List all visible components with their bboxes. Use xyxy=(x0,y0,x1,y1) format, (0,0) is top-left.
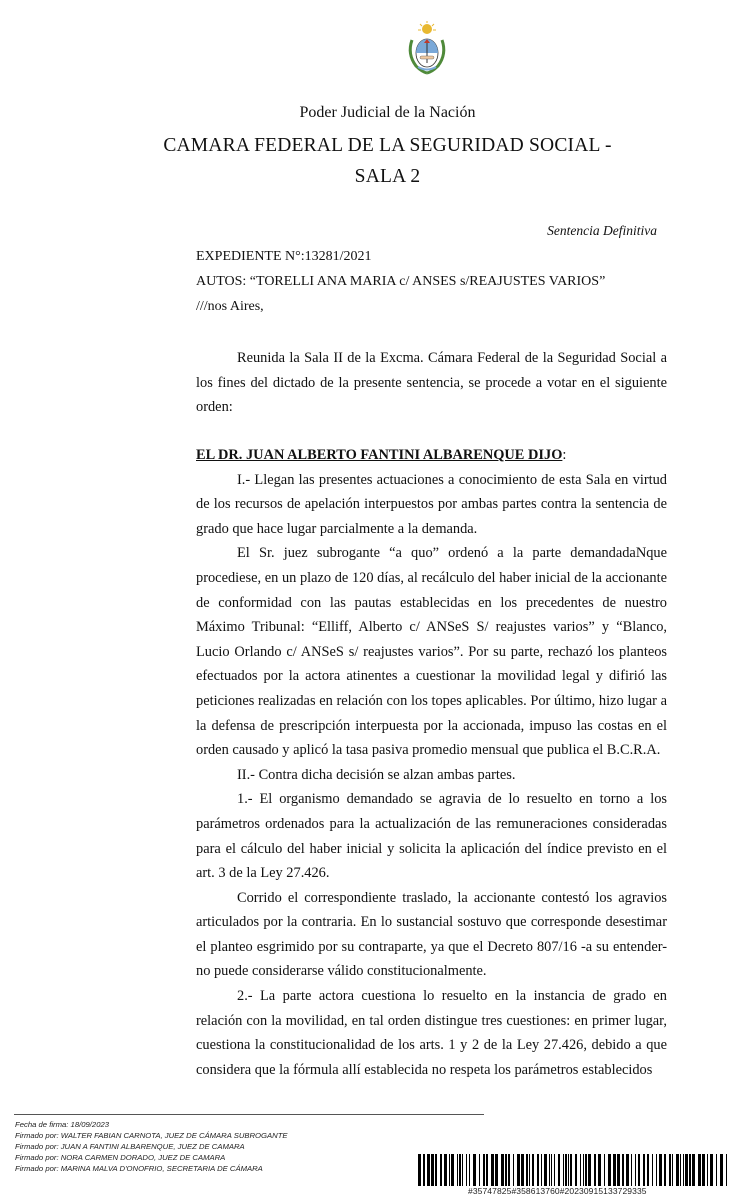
place-line: ///nos Aires, xyxy=(196,299,264,314)
signature-line: Firmado por: MARINA MALVA D'ONOFRIO, SECRETARIA DE CÁMARA xyxy=(15,1164,263,1173)
barcode-bar xyxy=(440,1154,442,1186)
barcode-number: #35747825#358613760#20230915133729335 xyxy=(468,1186,647,1196)
barcode-bar xyxy=(585,1154,587,1186)
barcode-bar xyxy=(680,1154,681,1186)
barcode-bar xyxy=(652,1154,653,1186)
barcode-bar xyxy=(418,1154,421,1186)
intro-paragraph xyxy=(196,346,667,420)
barcode-bar xyxy=(457,1154,458,1186)
chamber-title xyxy=(17,130,741,192)
barcode-bar xyxy=(622,1154,624,1186)
coat-of-arms-icon xyxy=(404,20,450,76)
barcode-bar xyxy=(427,1154,430,1186)
barcode-bar xyxy=(594,1154,596,1186)
barcode-bar xyxy=(672,1154,673,1186)
barcode-bar xyxy=(513,1154,514,1186)
barcode-bar xyxy=(469,1154,470,1186)
barcode-bar xyxy=(444,1154,447,1186)
judgment-body xyxy=(196,443,667,1082)
barcode-bar xyxy=(638,1154,640,1186)
barcode-bar xyxy=(451,1154,454,1186)
paragraph-3: II.- Contra dicha decisión se alzan ambas partes. xyxy=(237,766,516,783)
barcode-bar xyxy=(541,1154,542,1186)
barcode-bar xyxy=(659,1154,662,1186)
paragraph-5: Corrido el correspondiente traslado, la accionante contestó los agravios articulados por la contraria. En lo sustancial sostuvo que corresponde desestimar el planteo esgrimido por su contraparte, ya que el Decreto 807/16 -a su entender- no puede considerarse válido constitucionalmente. xyxy=(196,889,667,980)
barcode-bar xyxy=(598,1154,601,1186)
signature-date: Fecha de firma: 18/09/2023 xyxy=(15,1120,110,1129)
paragraph-6: 2.- La parte actora cuestiona lo resuelto en la instancia de grado en relación con la movilidad, en tal orden distingue tres cuestiones: en primer lugar, cuestiona la constitucionalidad de los arts. 1 y 2 de la Ley 27.426, debido a que considera que la fórmula allí establecida no respeta los parámetros establecidos xyxy=(196,988,667,1078)
barcode-bar xyxy=(551,1154,552,1186)
barcode-bar xyxy=(685,1154,688,1186)
barcode-bar xyxy=(423,1154,425,1186)
barcode-bar xyxy=(462,1154,463,1186)
barcode-bar xyxy=(501,1154,504,1186)
barcode-bar xyxy=(459,1154,461,1186)
barcode-bar xyxy=(720,1154,723,1186)
barcode-bar xyxy=(635,1154,636,1186)
court-name: Poder Judicial de la Nación xyxy=(299,104,476,121)
barcode-bar xyxy=(669,1154,671,1186)
paragraph-4: 1.- El organismo demandado se agravia de lo resuelto en torno a los parámetros ordenados para la actualización de las remuneraciones consideradas para el cálculo del haber inicial y solicita la aplicación del índice previsto en el art. 3 de la Ley 27.426. xyxy=(196,791,667,882)
barcode-bar xyxy=(707,1154,708,1186)
barcode-bar xyxy=(631,1154,632,1186)
case-caption: AUTOS: “TORELLI ANA MARIA c/ ANSES s/REAJUSTES VARIOS” xyxy=(196,274,606,289)
barcode-bar xyxy=(710,1154,713,1186)
barcode-bar xyxy=(664,1154,666,1186)
barcode-bar xyxy=(505,1154,507,1186)
paragraph-1: I.- Llegan las presentes actuaciones a conocimiento de esta Sala en virtud de los recursos de apelación interpuestos por ambas partes contra la sentencia de grado que hace lugar parcialmente a la demanda. xyxy=(196,471,667,537)
barcode-bar xyxy=(532,1154,534,1186)
barcode-bar xyxy=(656,1154,657,1186)
barcode-bar xyxy=(565,1154,567,1186)
barcode-bar xyxy=(521,1154,524,1186)
barcode-bar xyxy=(726,1154,727,1186)
barcode-bar xyxy=(647,1154,649,1186)
signature-line: Firmado por: NORA CARMEN DORADO, JUEZ DE CAMARA xyxy=(15,1153,226,1162)
barcode-bar xyxy=(558,1154,560,1186)
barcode-bar xyxy=(529,1154,530,1186)
barcode-bar xyxy=(526,1154,528,1186)
barcode-bar xyxy=(491,1154,494,1186)
barcode-bar xyxy=(583,1154,584,1186)
paragraph-2: El Sr. juez subrogante “a quo” ordenó a la parte demandadaNque procediese, en un plazo de 120 días, al recálculo del haber inicial de la accionante de conformidad con las pautas establecidas en los precedentes de nuestro Máximo Tribunal: “Elliff, Alberto c/ ANSeS S/ reajustes varios” y “Blanco, Lucio Orlando c/ ANSeS s/ reajustes varios”. Por su parte, rechazó los planteos efectuados por la actora atinentes a cuestionar la movilidad legal y difirió las peticiones realizadas en relación con los topes aplicables. Por último, hizo lugar a la defensa de prescripción interpuesta por la accionada, impuso las costas en el orden causado y aplicó la tasa pasiva promedio mensual que publica el B.C.R.A. xyxy=(196,545,667,759)
barcode-bar xyxy=(554,1154,555,1186)
barcode-bar xyxy=(608,1154,611,1186)
barcode-bar xyxy=(626,1154,629,1186)
intro-text: Reunida la Sala II de la Excma. Cámara Federal de la Seguridad Social a los fines del dictado de la presente sentencia, se procede a votar en el siguiente orden: xyxy=(196,350,667,416)
barcode-bar xyxy=(483,1154,485,1186)
barcode-bar xyxy=(549,1154,550,1186)
barcode-bar xyxy=(449,1154,450,1186)
barcode-bar xyxy=(517,1154,520,1186)
document-type: Sentencia Definitiva xyxy=(547,223,657,238)
voter-heading xyxy=(196,443,667,468)
barcode-bar xyxy=(431,1154,434,1186)
chamber-title-line1: CAMARA FEDERAL DE LA SEGURIDAD SOCIAL - xyxy=(163,135,612,156)
barcode-bar xyxy=(508,1154,510,1186)
barcode-bar xyxy=(486,1154,488,1186)
barcode-bar xyxy=(604,1154,605,1186)
signature-block xyxy=(15,1119,288,1174)
barcode-bar xyxy=(689,1154,691,1186)
barcode-bar xyxy=(495,1154,498,1186)
voter-name: EL DR. JUAN ALBERTO FANTINI ALBARENQUE DIJO xyxy=(196,447,563,463)
barcode-bar xyxy=(473,1154,476,1186)
barcode-bar xyxy=(676,1154,679,1186)
barcode-bar xyxy=(702,1154,705,1186)
barcode-bar xyxy=(683,1154,684,1186)
barcode-bar xyxy=(617,1154,620,1186)
expediente-number: EXPEDIENTE N°:13281/2021 xyxy=(196,249,372,264)
voter-colon: : xyxy=(562,447,567,463)
barcode-bar xyxy=(580,1154,581,1186)
barcode-bar xyxy=(643,1154,645,1186)
signature-divider xyxy=(14,1114,484,1115)
barcode-bar xyxy=(588,1154,591,1186)
barcode xyxy=(418,1154,727,1186)
barcode-bar xyxy=(563,1154,564,1186)
signature-line: Firmado por: JUAN A FANTINI ALBARENQUE, JUEZ DE CAMARA xyxy=(15,1142,245,1151)
barcode-bar xyxy=(698,1154,701,1186)
barcode-bar xyxy=(479,1154,480,1186)
barcode-bar xyxy=(716,1154,717,1186)
barcode-bar xyxy=(613,1154,616,1186)
barcode-bar xyxy=(692,1154,695,1186)
barcode-bar xyxy=(435,1154,437,1186)
chamber-title-line2: SALA 2 xyxy=(354,166,421,187)
barcode-bar xyxy=(568,1154,569,1186)
barcode-bar xyxy=(575,1154,577,1186)
barcode-bar xyxy=(466,1154,467,1186)
barcode-bar xyxy=(537,1154,539,1186)
barcode-bar xyxy=(570,1154,572,1186)
barcode-bar xyxy=(544,1154,547,1186)
signature-line: Firmado por: WALTER FABIAN CARNOTA, JUEZ DE CÁMARA SUBROGANTE xyxy=(15,1131,288,1140)
